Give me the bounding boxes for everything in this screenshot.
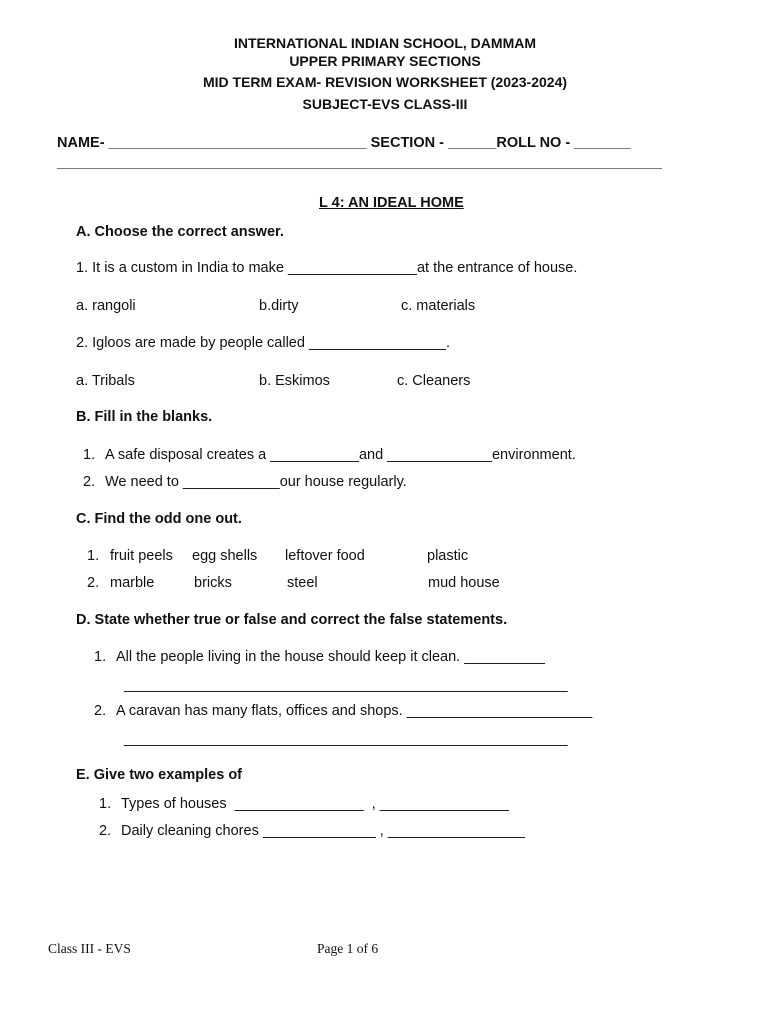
section-e-item-2: Daily cleaning chores ______________ , _________________ xyxy=(121,823,525,839)
section-a-question-1: 1. It is a custom in India to make ________________at the entrance of house. xyxy=(76,260,578,276)
section-c-row-2-word-4: mud house xyxy=(428,575,500,591)
section-a-q1-option-b: b.dirty xyxy=(259,298,299,314)
section-c-row-1-number: 1. xyxy=(87,548,100,564)
sections-title: UPPER PRIMARY SECTIONS xyxy=(289,53,481,69)
section-a-q2-option-b: b. Eskimos xyxy=(259,373,330,389)
section-d-item-2-answer-line: _______________________________________________________ xyxy=(124,731,568,747)
section-a-q1-option-c: c. materials xyxy=(401,298,476,314)
section-b-heading: B. Fill in the blanks. xyxy=(76,409,213,425)
section-c-row-1-word-2: egg shells xyxy=(192,548,258,564)
section-a-q2-option-a: a. Tribals xyxy=(76,373,135,389)
section-e-item-1-number: 1. xyxy=(99,796,112,812)
section-d-heading: D. State whether true or false and correct the false statements. xyxy=(76,612,508,628)
section-b-item-2: We need to ____________our house regularly. xyxy=(105,474,407,490)
section-e-heading: E. Give two examples of xyxy=(76,767,242,783)
lesson-title: L 4: AN IDEAL HOME xyxy=(319,195,464,211)
section-e-item-1: Types of houses ________________ , ________________ xyxy=(121,796,509,812)
section-a-question-2: 2. Igloos are made by people called _________________. xyxy=(76,335,451,351)
section-a-q2-option-c: c. Cleaners xyxy=(397,373,471,389)
section-d-item-1: All the people living in the house should keep it clean. __________ xyxy=(116,649,545,665)
section-c-row-2-number: 2. xyxy=(87,575,100,591)
student-info-line: NAME- ________________________________ SECTION - ______ROLL NO - _______ xyxy=(57,135,631,151)
section-c-heading: C. Find the odd one out. xyxy=(76,511,242,527)
section-b-item-2-number: 2. xyxy=(83,474,96,490)
section-b-item-1: A safe disposal creates a ___________and _____________environment. xyxy=(105,447,576,463)
section-c-row-1-word-3: leftover food xyxy=(285,548,365,564)
section-c-row-1-word-1: fruit peels xyxy=(110,548,173,564)
footer-class-label: Class III - EVS xyxy=(48,941,131,956)
section-d-item-2: A caravan has many flats, offices and shops. _______________________ xyxy=(116,703,593,719)
section-d-item-1-number: 1. xyxy=(94,649,107,665)
footer-page-number: Page 1 of 6 xyxy=(317,941,379,956)
section-a-q1-option-a: a. rangoli xyxy=(76,298,136,314)
section-c-row-1-word-4: plastic xyxy=(427,548,469,564)
section-d-item-2-number: 2. xyxy=(94,703,107,719)
section-c-row-2-word-2: bricks xyxy=(194,575,232,591)
section-c-row-2-word-3: steel xyxy=(287,575,318,591)
section-c-row-2-word-1: marble xyxy=(110,575,155,591)
exam-title: MID TERM EXAM- REVISION WORKSHEET (2023-2024) xyxy=(202,74,568,90)
student-info-rule: ___________________________________________________________________________ xyxy=(57,155,662,171)
subject-title: SUBJECT-EVS CLASS-III xyxy=(302,96,468,112)
section-e-item-2-number: 2. xyxy=(99,823,112,839)
section-b-item-1-number: 1. xyxy=(83,447,96,463)
school-name: INTERNATIONAL INDIAN SCHOOL, DAMMAM xyxy=(233,35,537,51)
section-a-heading: A. Choose the correct answer. xyxy=(76,224,284,240)
section-d-item-1-answer-line: _______________________________________________________ xyxy=(124,677,568,693)
